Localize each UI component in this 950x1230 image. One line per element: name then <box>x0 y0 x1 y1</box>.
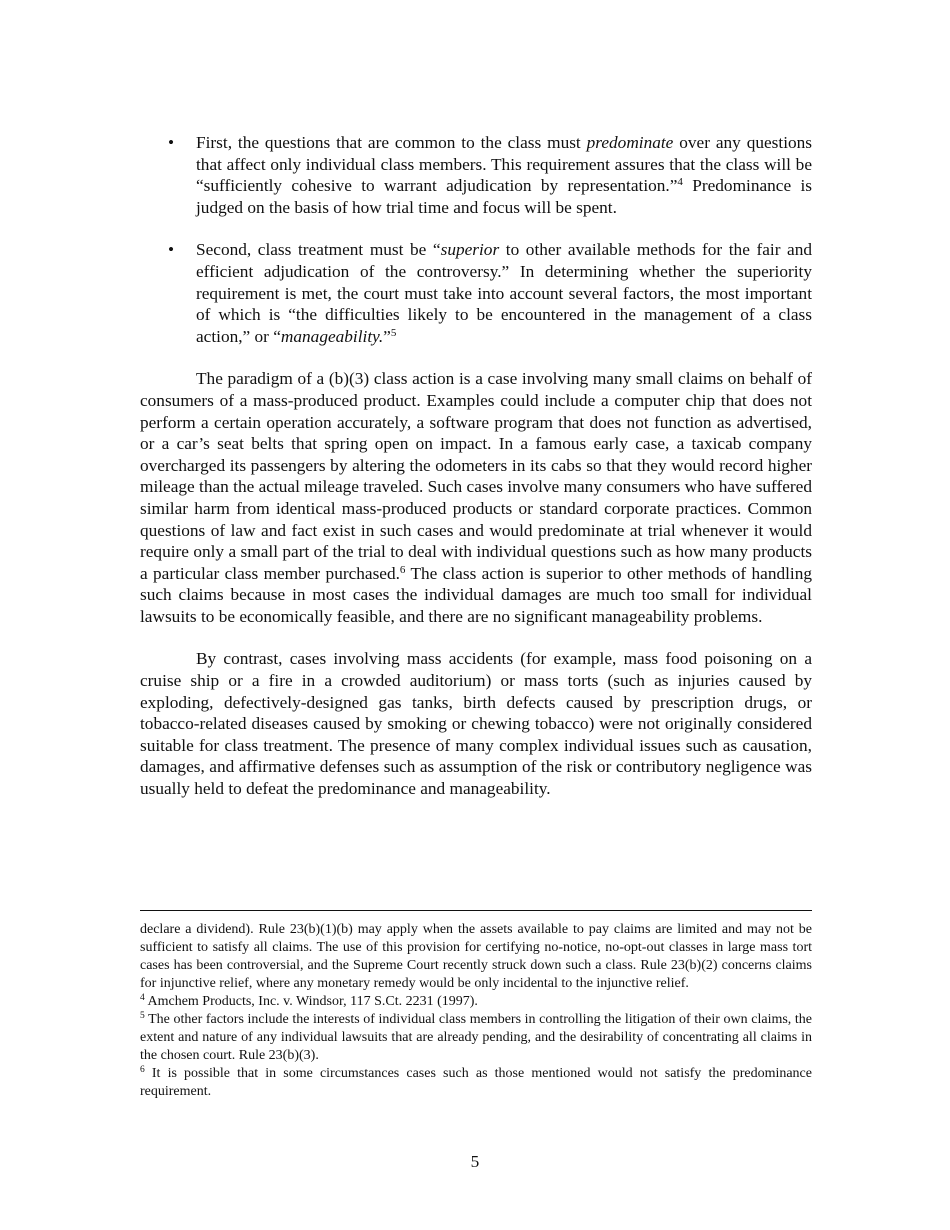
footnote-number: 5 <box>140 1011 145 1021</box>
bullet-text: ” <box>383 326 391 346</box>
bullet-list <box>140 132 812 347</box>
bullet-text: Second, class treatment must be “ <box>196 240 441 260</box>
footnote-4 <box>140 993 812 1011</box>
paragraph-text: The paradigm of a (b)(3) class action is a case involving many small claims on behalf of consumers of a mass-produced product. Examples could include a computer chip that does not perform a certain operation accurately, a software program that does not function as advertised, or a car’s seat belts that spring open on impact. In a famous early case, a taxicab company overcharged its passengers by altering the odometers in its cabs so that they would record higher mileage than the actual mileage traveled. Such cases involve many consumers who have suffered similar harm from identical mass-produced products or standard corporate practices. Common questions of law and fact exist in such cases and would predominate at trial whenever it would require only a small part of the trial to deal with individual questions such as how many products a particular class member purchased. <box>140 369 812 583</box>
footnote-continued: declare a dividend). Rule 23(b)(1)(b) may apply when the assets available to pay claims are limited and may not be sufficient to satisfy all claims. The use of this provision for certifying no-notice, no-opt-out classes in large mass tort cases has been controversial, and the Supreme Court recently struck down such a class. Rule 23(b)(2) concerns claims for injunctive relief, where any monetary remedy would be only incidental to the injunctive relief. <box>140 922 812 991</box>
emphasis-superior: superior <box>440 240 500 260</box>
bullet-text: to other available methods for the fair and efficient adjudication of the controversy.” In determining whether the superiority requirement is met, the court must take into account several factors, the most important of which is “the difficulties likely to be encountered in the management of a class action,” or “ <box>196 240 812 346</box>
footnote-text: The other factors include the interests of individual class members in controlling the litigation of their own claims, the extent and nature of any individual lawsuits that are already pending, and the desirability of concentrating all claims in the chosen court. Rule 23(b)(3). <box>140 1012 812 1063</box>
bullet-text: First, the questions that are common to the class must <box>196 133 587 152</box>
page-body <box>140 132 812 821</box>
footnote-text: Amchem Products, Inc. v. Windsor, 117 S.Ct. 2231 (1997). <box>144 994 478 1009</box>
bullet-dot: • <box>168 240 175 260</box>
footnote-6 <box>140 1065 812 1101</box>
paragraph-paradigm <box>140 368 812 627</box>
footnote-ref-6: 6 <box>399 563 406 576</box>
emphasis-manageability: manageability. <box>280 326 384 346</box>
footnote-ref-4: 4 <box>677 176 683 189</box>
footnotes <box>140 921 812 1101</box>
paragraph-contrast <box>140 648 812 799</box>
bullet-text: over any questions that affect only individual class members. This requirement assures that the class will be “sufficiently cohesive to warrant adjudication by representation.” <box>196 133 812 196</box>
footnote-ref-5: 5 <box>390 326 397 339</box>
paragraph-text: The class action is superior to other methods of handling such claims because in most cases the individual damages are much too small for individual lawsuits to be economically feasible, and there are no significant manageability problems. <box>140 563 812 626</box>
bullet-item-superiority <box>140 239 812 347</box>
bullet-dot: • <box>168 133 175 152</box>
footnote-5 <box>140 1011 812 1065</box>
paragraph-text: By contrast, cases involving mass accidents (for example, mass food poisoning on a cruise ship or a fire in a crowded auditorium) or mass torts (such as injuries caused by exploding, defectively-designed gas tanks, birth defects caused by prescription drugs, or tobacco-related diseases caused by smoking or chewing tobacco) were not originally considered suitable for class treatment. The presence of many complex individual issues such as causation, damages, and affirmative defenses such as assumption of the risk or contributory negligence was usually held to defeat the predominance and manageability. <box>140 649 812 799</box>
emphasis-predominate: predominate <box>586 133 674 152</box>
bullet-item-predominance <box>140 132 812 218</box>
footnote-text: It is possible that in some circumstances cases such as those mentioned would not satisfy the predominance requirement. <box>140 1066 812 1099</box>
page-number: 5 <box>470 1152 480 1171</box>
footnote-number: 6 <box>140 1065 145 1075</box>
footnote-separator <box>140 910 812 911</box>
bullet-text: Predominance is judged on the basis of how trial time and focus will be spent. <box>196 176 812 217</box>
footnote-number: 4 <box>140 993 145 1003</box>
